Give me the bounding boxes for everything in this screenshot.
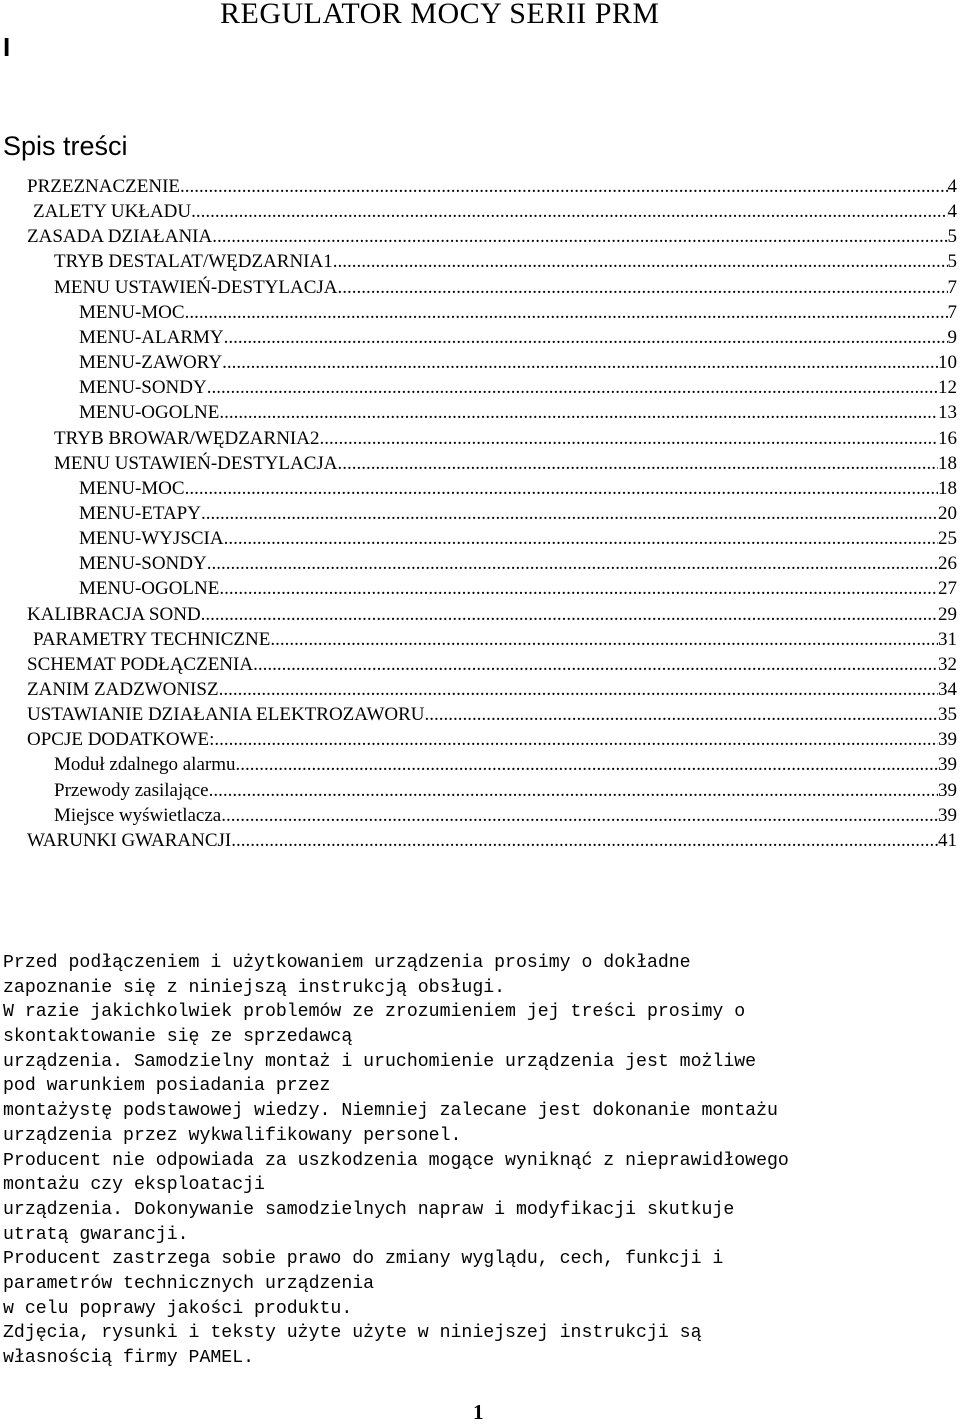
toc-entry-page: 7 — [947, 302, 957, 323]
toc-entry-label: ZANIM ZADZWONISZ — [27, 679, 219, 700]
toc-entry-label: Moduł zdalnego alarmu — [54, 754, 236, 775]
toc-dot-leader — [236, 752, 938, 777]
toc-entry-page: 5 — [947, 226, 957, 247]
toc-entry[interactable] — [27, 702, 957, 727]
toc-entry[interactable] — [54, 249, 957, 274]
toc-entry[interactable] — [54, 275, 957, 300]
toc-entry-label: SCHEMAT PODŁĄCZENIA — [27, 654, 254, 675]
notice-line: urządzenia. Dokonywanie samodzielnych napraw i modyfikacji skutkuje — [3, 1199, 735, 1220]
notice-line: montażystę podstawowej wiedzy. Niemniej zalecane jest dokonanie montażu — [3, 1101, 778, 1122]
toc-dot-leader — [209, 778, 938, 803]
toc-entry[interactable] — [27, 727, 957, 752]
toc-dot-leader — [224, 526, 938, 551]
toc-dot-leader — [219, 400, 938, 425]
notice-line: W razie jakichkolwiek problemów ze zrozumieniem jej treści prosimy o — [3, 1002, 746, 1023]
toc-dot-leader — [185, 300, 948, 325]
toc-entry-label: MENU USTAWIEŃ-DESTYLACJA — [54, 453, 338, 474]
toc-entry-label: MENU USTAWIEŃ-DESTYLACJA — [54, 277, 338, 298]
notice-line: utratą gwarancji. — [3, 1224, 189, 1245]
notice-line: Przed podłączeniem i użytkowaniem urządzenia prosimy o dokładne — [3, 953, 691, 973]
toc-entry[interactable] — [27, 828, 957, 853]
toc-entry[interactable] — [54, 451, 957, 476]
toc-entry-page: 32 — [938, 654, 957, 675]
toc-dot-leader — [219, 677, 938, 702]
toc-dot-leader — [207, 551, 938, 576]
toc-entry-label: TRYB DESTALAT/WĘDZARNIA1 — [54, 251, 333, 272]
toc-dot-leader — [222, 350, 938, 375]
toc-entry-label: MENU-WYJSCIA — [79, 528, 224, 549]
toc-entry-label: MENU-MOC — [79, 302, 185, 323]
toc-heading: Spis treści — [3, 131, 128, 161]
page-number: 1 — [473, 1400, 484, 1424]
toc-entry-label: Przewody zasilające — [54, 780, 209, 801]
toc-dot-leader — [319, 426, 938, 451]
toc-entry[interactable] — [27, 652, 957, 677]
toc-entry-page: 5 — [947, 251, 957, 272]
toc-entry-label: MENU-SONDY — [79, 553, 207, 574]
toc-entry-label: MENU-ALARMY — [79, 327, 224, 348]
notice-line: montażu czy eksploatacji — [3, 1175, 265, 1196]
notice-line: Producent nie odpowiada za uszkodzenia mogące wyniknąć z nieprawidłowego — [3, 1150, 789, 1171]
toc-entry-page: 35 — [938, 704, 957, 725]
toc-entry-label: OPCJE DODATKOWE: — [27, 729, 215, 750]
toc-dot-leader — [219, 576, 938, 601]
notice-line: Producent zastrzega sobie prawo do zmiany wyglądu, cech, funkcji i — [3, 1249, 724, 1270]
toc-entry[interactable] — [27, 602, 957, 627]
toc-entry-page: 12 — [938, 377, 957, 398]
toc-dot-leader — [207, 375, 938, 400]
toc-dot-leader — [425, 702, 938, 727]
toc-entry[interactable] — [79, 350, 957, 375]
toc-dot-leader — [333, 249, 948, 274]
toc-entry-page: 10 — [938, 352, 957, 373]
toc-entry[interactable] — [79, 526, 957, 551]
toc-entry-label: TRYB BROWAR/WĘDZARNIA2 — [54, 428, 320, 449]
toc-entry[interactable] — [27, 677, 957, 702]
toc-entry[interactable] — [54, 752, 957, 777]
toc-entry-label: PRZEZNACZENIE — [27, 176, 181, 197]
toc-entry-page: 13 — [938, 402, 957, 423]
toc-entry-label: MENU-OGOLNE — [79, 402, 220, 423]
toc-entry-label: MENU-MOC — [79, 478, 185, 499]
toc-entry-page: 25 — [938, 528, 957, 549]
toc-entry-label: MENU-OGOLNE — [79, 578, 220, 599]
notice-line: zapoznanie się z niniejszą instrukcją obsługi. — [3, 977, 506, 998]
toc-entry-label: WARUNKI GWARANCJI — [27, 830, 232, 851]
toc-dot-leader — [185, 476, 938, 501]
toc-entry-label: MENU-ZAWORY — [79, 352, 223, 373]
toc-dot-leader — [270, 627, 938, 652]
toc-dot-leader — [191, 199, 947, 224]
toc-dot-leader — [221, 803, 938, 828]
toc-dot-leader — [180, 174, 947, 199]
toc-entry-page: 34 — [938, 679, 957, 700]
toc-entry-page: 39 — [938, 754, 957, 775]
toc-entry[interactable] — [79, 476, 957, 501]
toc-entry[interactable] — [79, 576, 957, 601]
toc-entry[interactable] — [33, 627, 957, 652]
toc-entry[interactable] — [33, 199, 957, 224]
toc-entry[interactable] — [79, 325, 957, 350]
toc-entry-page: 31 — [938, 629, 957, 650]
toc-entry-page: 39 — [938, 805, 957, 826]
toc-dot-leader — [201, 501, 938, 526]
header-mark: I — [3, 32, 11, 62]
toc-entry[interactable] — [79, 400, 957, 425]
toc-entry-page: 39 — [938, 780, 957, 801]
toc-entry-label: USTAWIANIE DZIAŁANIA ELEKTROZAWORU — [27, 704, 425, 725]
toc-entry-page: 7 — [947, 277, 957, 298]
notice-line: własnością firmy PAMEL. — [3, 1348, 255, 1368]
toc-entry-label: MENU-ETAPY — [79, 503, 201, 524]
notice-line: Zdjęcia, rysunki i teksty użyte użyte w niniejszej instrukcji są — [3, 1323, 702, 1344]
notice-line: pod warunkiem posiadania przez — [3, 1076, 331, 1097]
notice-line: skontaktowanie się ze sprzedawcą — [3, 1027, 353, 1048]
toc-entry[interactable] — [79, 300, 957, 325]
notice-line: parametrów technicznych urządzenia — [3, 1273, 375, 1294]
toc-dot-leader — [338, 451, 938, 476]
toc-entry-page: 4 — [947, 176, 957, 197]
toc-dot-leader — [212, 224, 947, 249]
toc-entry-page: 20 — [938, 503, 957, 524]
toc-entry-page: 16 — [938, 428, 957, 449]
toc-dot-leader — [253, 652, 938, 677]
toc-entry-page: 26 — [938, 553, 957, 574]
notice-text — [3, 951, 953, 1371]
toc-entry-label: Miejsce wyświetlacza — [54, 805, 222, 826]
toc-entry-page: 9 — [947, 327, 957, 348]
toc-entry-page: 29 — [938, 604, 957, 625]
toc-dot-leader — [338, 275, 948, 300]
toc-entry[interactable] — [27, 224, 957, 249]
toc-dot-leader — [201, 602, 938, 627]
toc-entry[interactable] — [54, 778, 957, 803]
toc-entry[interactable] — [54, 426, 957, 451]
toc-entry-label: MENU-SONDY — [79, 377, 207, 398]
toc-entry-page: 41 — [938, 830, 957, 851]
toc-entry-page: 27 — [938, 578, 957, 599]
toc-entry-page: 18 — [938, 478, 957, 499]
toc-entry[interactable] — [79, 551, 957, 576]
toc-entry-page: 18 — [938, 453, 957, 474]
toc-entry[interactable] — [27, 174, 957, 199]
toc-dot-leader — [231, 828, 938, 853]
toc-entry-label: PARAMETRY TECHNICZNE — [33, 629, 271, 650]
toc-entry[interactable] — [79, 501, 957, 526]
toc-entry[interactable] — [54, 803, 957, 828]
toc-dot-leader — [214, 727, 938, 752]
document-title: REGULATOR MOCY SERII PRM — [220, 0, 660, 30]
toc-dot-leader — [224, 325, 948, 350]
toc-entry-label: KALIBRACJA SOND — [27, 604, 201, 625]
toc-entry-label: ZALETY UKŁADU — [33, 201, 192, 222]
notice-line: urządzenia przez wykwalifikowany personel. — [3, 1125, 462, 1146]
toc-entry-page: 4 — [947, 201, 957, 222]
notice-line: w celu poprawy jakości produktu. — [3, 1298, 353, 1319]
toc-entry-page: 39 — [938, 729, 957, 750]
toc-entry-label: ZASADA DZIAŁANIA — [27, 226, 213, 247]
notice-line: urządzenia. Samodzielny montaż i uruchomienie urządzenia jest możliwe — [3, 1051, 757, 1072]
toc-entry[interactable] — [79, 375, 957, 400]
